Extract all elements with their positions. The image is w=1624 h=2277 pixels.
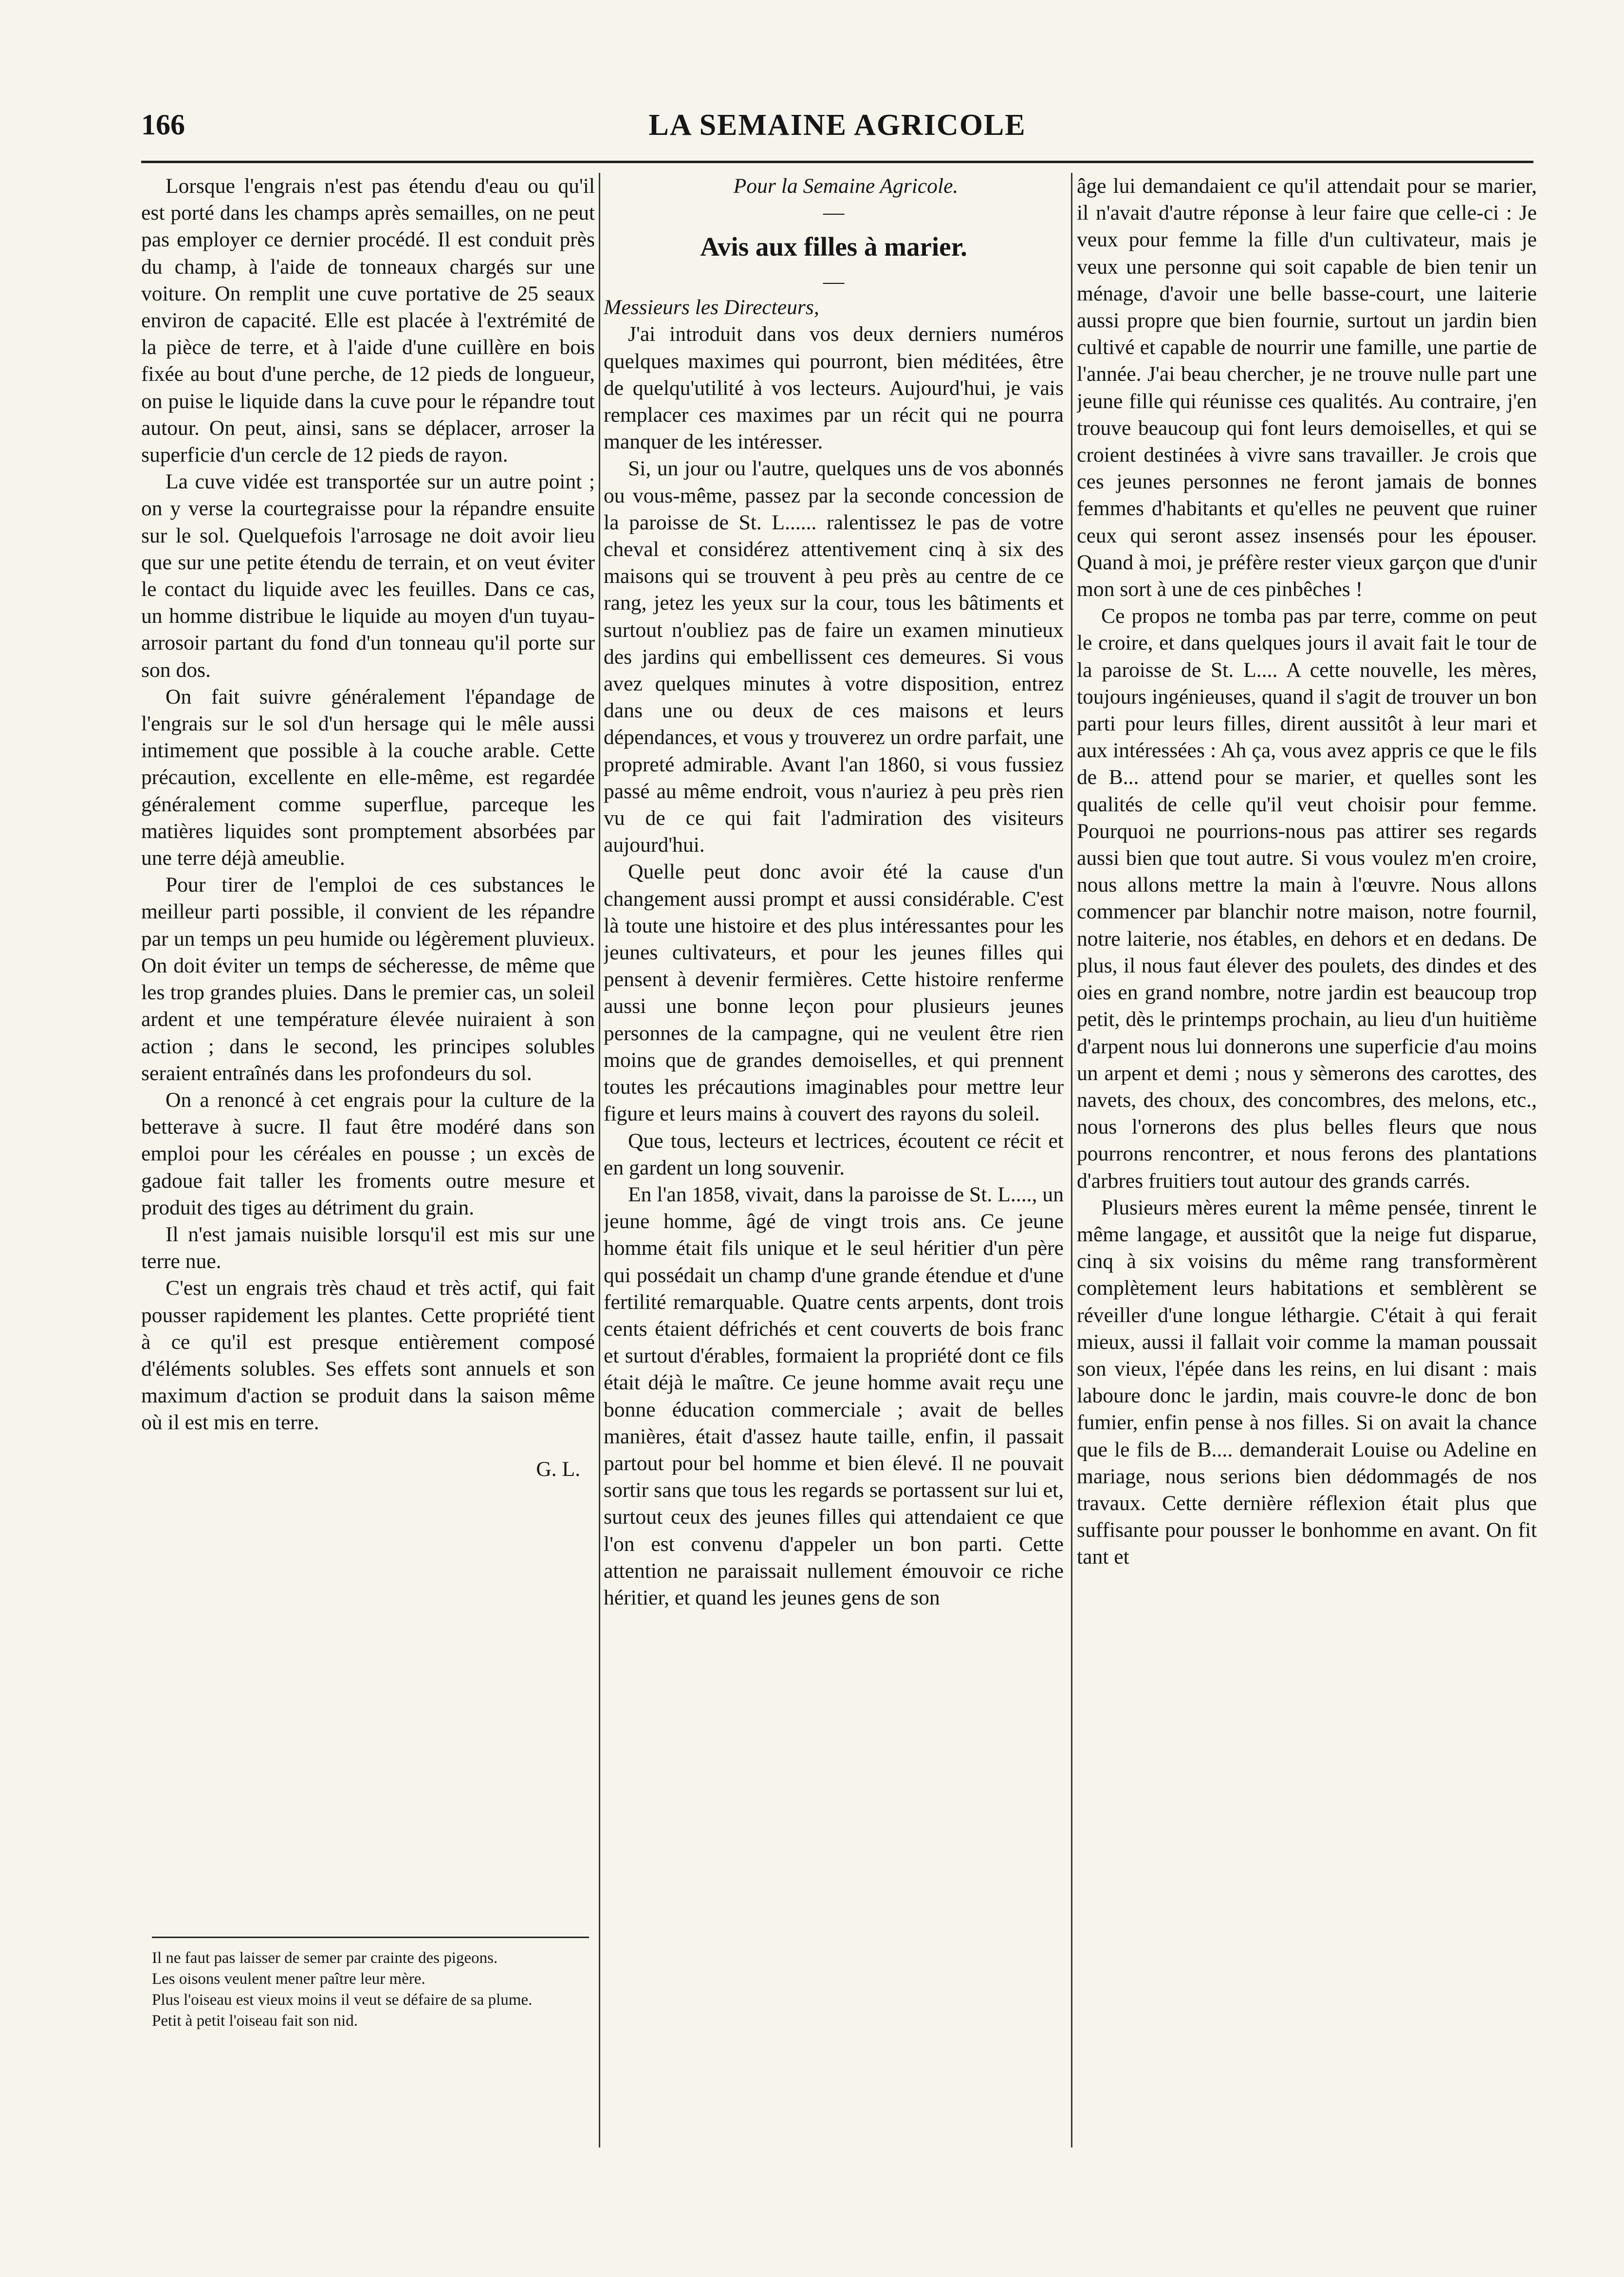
paragraph: Il n'est jamais nuisible lorsqu'il est mis sur une terre nue.	[141, 1222, 595, 1273]
footnote: Petit à petit l'oiseau fait son nid.	[152, 2012, 358, 2030]
paragraph: Ce propos ne tomba pas par terre, comme on peut le croire, et dans quelques jours il avait fait le tour de la paroisse de St. L.... A cette nouvelle, les mères, toujours ingénieuses, quand il s'agit de trouver un bon parti pour leurs filles, dirent aussitôt à leur mari et aux intéressées : Ah ça, vous avez appris ce que le fils de B... attend pour se marier, et quelles sont les qualités de celle qu'il veut choisir pour femme. Pourquoi ne pourrions-nous pas attirer ses regards aussi bien que tout autre. Si vous voulez m'en croire, nous allons mettre la main à l'œuvre. Nous allons commencer par blanchir notre maison, notre fournil, notre laiterie, nos étables, en dehors et en dedans. De plus, il nous faut élever des poulets, des dindes et des oies en grand nombre, notre jardin est beaucoup trop petit, dès le printemps prochain, au lieu d'un huitième d'arpent nous lui donnerons une superficie d'au moins un arpent et demi ; nous y sèmerons des carottes, des navets, des choux, des concombres, des melons, etc., nous l'ornerons des plus belles fleurs que nous pourrons rencontrer, et nous ferons des plantations d'arbres fruitiers tout autour des grands carrés.	[1077, 604, 1537, 1193]
paragraph: Que tous, lecteurs et lectrices, écoutent ce récit et en gardent un long souvenir.	[604, 1129, 1064, 1179]
paragraph: C'est un engrais très chaud et très actif, qui fait pousser rapidement les plantes. Cette propriété tient à ce qu'il est presque entièrement composé d'éléments solubles. Ses effets sont annuels et son maximum d'action se produit dans la saison même où il est mis en terre.	[141, 1276, 595, 1435]
paragraph: J'ai introduit dans vos deux derniers numéros quelques maximes qui pourront, bien méditées, être de quelqu'utilité à vos lecteurs. Aujourd'hui, je vais remplacer ces maximes par un récit qui ne pourra manquer de les intéresser.	[604, 322, 1064, 454]
footnote-rule	[152, 1937, 589, 1938]
paragraph: En l'an 1858, vivait, dans la paroisse de St. L...., un jeune homme, âgé de vingt trois ans. Ce jeune homme était fils unique et le seul héritier d'un père qui possédait un champ d'une grande étendue et d'une fertilité remarquable. Quatre cents arpents, dont trois cents étaient défrichés et cent couverts de bois franc et surtout d'érables, formaient la propriété dont ce fils était déjà le maître. Ce jeune homme avait reçu une bonne éducation commerciale ; avait de belles manières, était d'assez haute taille, enfin, il passait partout pour bel homme et bien élevé. Il ne pouvait sortir sans que tous les regards se portassent sur lui et, surtout ceux des jeunes filles qui attendaient ce que l'on est convenu d'appeler un bon parti. Cette attention ne paraissait nullement émouvoir ce riche héritier, et quand les jeunes gens de son	[604, 1182, 1064, 1609]
column-middle	[604, 173, 1064, 2147]
running-title: LA SEMAINE AGRICOLE	[648, 109, 1026, 142]
paragraph: La cuve vidée est transportée sur un autre point ; on y verse la courtegraisse pour la répandre ensuite sur le sol. Quelquefois l'arrosage ne doit avoir lieu que sur une petite étendu de terrain, et on veut éviter le contact du liquide avec les feuilles. Dans ce cas, un homme distribue le liquide au moyen d'un tuyau-arrosoir partant du fond d'un tonneau qu'il porte sur son dos.	[141, 470, 595, 682]
column-right	[1077, 173, 1537, 2147]
footnote: Il ne faut pas laisser de semer par crainte des pigeons.	[152, 1949, 498, 1967]
page-header	[141, 108, 1533, 152]
column-divider	[599, 173, 600, 2147]
article-title: Avis aux filles à marier.	[700, 232, 967, 262]
paragraph: Lorsque l'engrais n'est pas étendu d'eau ou qu'il est porté dans les champs après semailles, on ne peut pas employer ce dernier procédé. Il est conduit près du champ, à l'aide de tonneaux chargés sur une voiture. On remplit une cuve portative de 25 seaux environ de capacité. Elle est placée à l'extrémité de la pièce de terre, et à l'aide d'une cuillère en bois fixée au bout d'une perche, de 12 pieds de longueur, on puise le liquide dans la cuve pour le répandre tout autour. On peut, ainsi, sans se déplacer, arroser la superficie d'un cercle de 12 pieds de rayon.	[141, 174, 595, 467]
paragraph: Si, un jour ou l'autre, quelques uns de vos abonnés ou vous-même, passez par la seconde concession de la paroisse de St. L...... ralentissez le pas de votre cheval et considérez attentivement cinq à six des maisons qui se trouvent à peu près au centre de ce rang, jetez les yeux sur la cour, tous les bâtiments et surtout n'oubliez pas de faire un examen minutieux des jardins qui embellissent ces demeures. Si vous avez quelques minutes à votre disposition, entrez dans une ou deux de ces maisons et leurs dépendances, et vous y trouverez un ordre parfait, une propreté admirable. Avant l'an 1860, si vous fussiez passé au même endroit, vous n'auriez à peu près rien vu de ce qui fait l'admiration des visiteurs aujourd'hui.	[604, 457, 1064, 857]
paragraph: On fait suivre généralement l'épandage de l'engrais sur le sol d'un hersage qui le mêle aussi intimement que possible à la couche arable. Cette précaution, excellente en elle-même, est regardée généralement comme superflue, parceque les matières liquides sont promptement absorbées par une terre déjà ameublie.	[141, 685, 595, 870]
column-divider	[1071, 173, 1072, 2147]
column-left	[141, 173, 595, 2147]
article-source: Pour la Semaine Agricole.	[733, 174, 959, 198]
footnote: Les oisons veulent mener paître leur mère.	[152, 1970, 425, 1988]
footnote: Plus l'oiseau est vieux moins il veut se défaire de sa plume.	[152, 1991, 533, 2009]
author-signature: G. L.	[536, 1457, 580, 1481]
paragraph: Quelle peut donc avoir été la cause d'un changement aussi prompt et aussi considérable. C'est là toute une histoire et des plus intéressantes pour les jeunes cultivateurs, et pour les jeunes filles qui pensent à devenir fermières. Cette histoire renferme aussi une bonne leçon pour plusieurs jeunes personnes de la campagne, qui ne veulent être rien moins que de grandes demoiselles, et qui prennent toutes les précautions imaginables pour mettre leur figure et leurs mains à couvert des rayons du soleil.	[604, 860, 1064, 1126]
separator-dash: —	[823, 201, 845, 224]
paragraph: Plusieurs mères eurent la même pensée, tinrent le même langage, et aussitôt que la neige fut disparue, cinq à six voisins du même rang transformèrent complètement leurs habitations et semblèrent se réveiller d'une longue léthargie. C'était à qui ferait mieux, aussi il fallait voir comme la maman poussait son vieux, l'épée dans les reins, en lui disant : mais laboure donc le jardin, mais couvre-le donc de bon fumier, enfin pense à nos filles. Si on avait la chance que le fils de B.... demanderait Louise ou Adeline en mariage, nous serions bien dédommagés de nos travaux. Cette dernière réflexion était plus que suffisante pour pousser le bonhomme en avant. On fit tant et	[1077, 1195, 1537, 1569]
paragraph: âge lui demandaient ce qu'il attendait pour se marier, il n'avait d'autre réponse à leur faire que celle-ci : Je veux pour femme la fille d'un cultivateur, mais je veux une personne qui soit capable de bien tenir un ménage, d'avoir une belle basse-court, une laiterie aussi propre que bien fournie, surtout un jardin bien cultivé et capable de nourrir une famille, une partie de l'année. J'ai beau chercher, je ne trouve nulle part une jeune fille qui réunisse ces qualités. Au contraire, j'en trouve beaucoup qui font leurs demoiselles, et qui se croient destinées à vivre sans travailler. Je crois que ces jeunes personnes ne feront jamais de bonnes femmes d'habitants et qu'elles ne peuvent que ruiner ceux qui seront assez insensés pour les épouser. Quand à moi, je préfère rester vieux garçon que d'unir mon sort à une de ces pinbêches !	[1077, 174, 1537, 601]
footnotes	[152, 1948, 589, 2032]
separator-dash: —	[823, 270, 845, 294]
page-number: 166	[141, 109, 185, 141]
paragraph: Pour tirer de l'emploi de ces substances le meilleur parti possible, il convient de les répandre par un temps un peu humide ou légèrement pluvieux. On doit éviter un temps de sécheresse, de même que les trop grandes pluies. Dans le premier cas, un soleil ardent et une température élevée nuiraient à son action ; dans le second, les principes solubles seraient entraînés dans les profondeurs du sol.	[141, 873, 595, 1085]
salutation: Messieurs les Directeurs,	[604, 296, 819, 319]
header-rule	[141, 161, 1533, 163]
paragraph: On a renoncé à cet engrais pour la culture de la betterave à sucre. Il faut être modéré dans son emploi pour les céréales en pousse ; un excès de gadoue fait taller les froments outre mesure et produit des tiges au détriment du grain.	[141, 1088, 595, 1219]
